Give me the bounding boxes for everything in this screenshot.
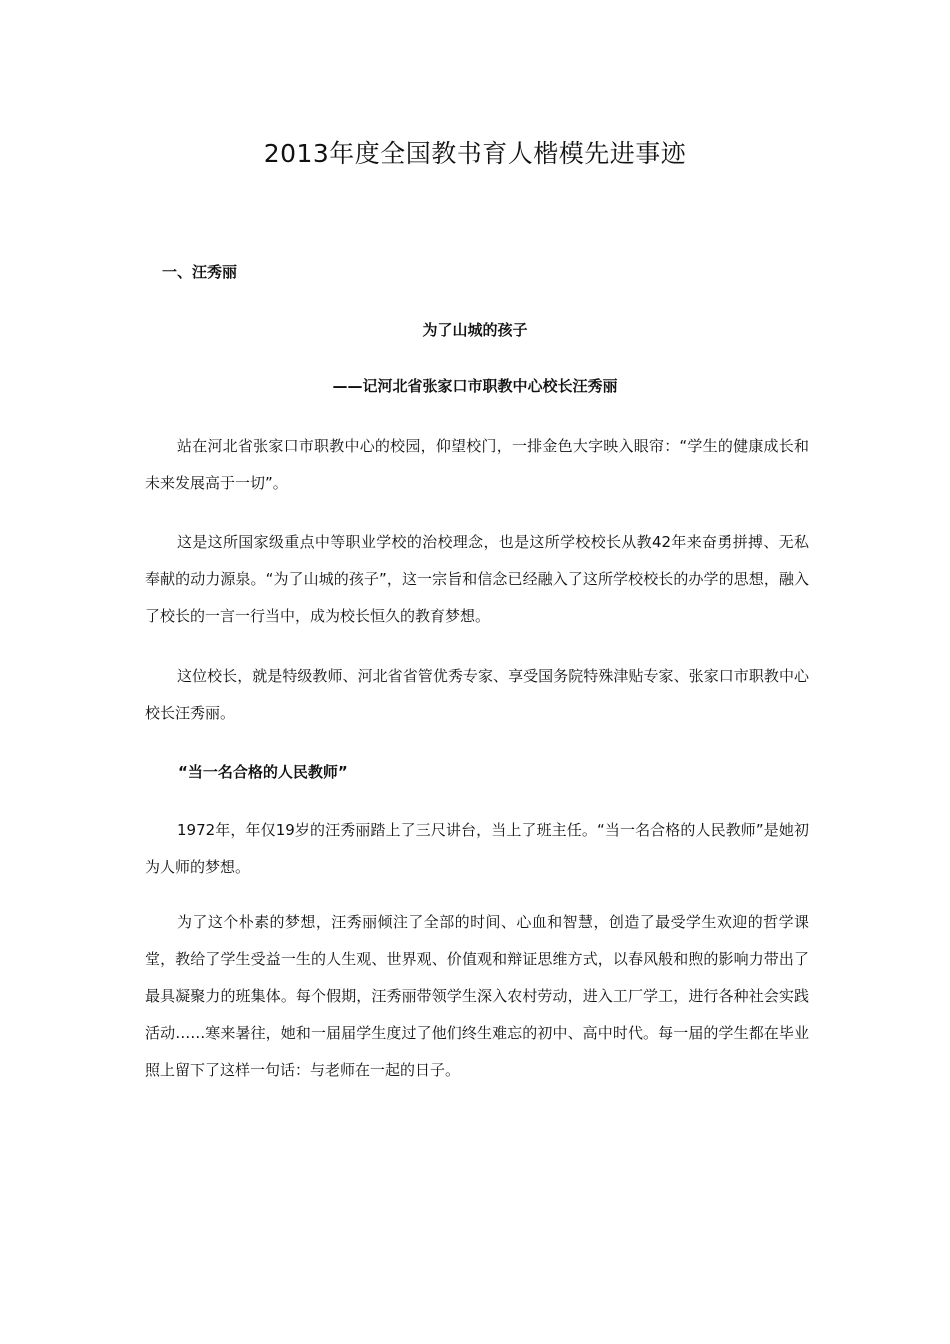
section-heading: 一、汪秀丽: [162, 263, 238, 281]
paragraph: 为了这个朴素的梦想，汪秀丽倾注了全部的时间、心血和智慧，创造了最受学生欢迎的哲学课堂，教给了学生受益一生的人生观、世界观、价值观和辩证思维方式，以春风般和煦的影响力带出了最具凝聚力的班集体。每个假期，汪秀丽带领学生深入农村劳动，进入工厂学工，进行各种社会实践活动……寒来暑往，她和一届届学生度过了他们终生难忘的初中、高中时代。每一届的学生都在毕业照上留下了这样一句话：与老师在一起的日子。: [145, 913, 809, 1079]
paragraph: 这是这所国家级重点中等职业学校的治校理念，也是这所学校校长从教42年来奋勇拼搏、无私奉献的动力源泉。“为了山城的孩子”，这一宗旨和信念已经融入了这所学校校长的办学的思想，融入了校长的一言一行当中，成为校长恒久的教育梦想。: [145, 533, 809, 625]
article-subtitle: ——记河北省张家口市职教中心校长汪秀丽: [332, 377, 618, 395]
paragraph: 这位校长，就是特级教师、河北省省管优秀专家、享受国务院特殊津贴专家、张家口市职教中心校长汪秀丽。: [145, 667, 809, 722]
subsection-heading: “当一名合格的人民教师”: [178, 763, 348, 781]
document-title: 2013年度全国教书育人楷模先进事迹: [263, 139, 687, 168]
paragraph: 站在河北省张家口市职教中心的校园，仰望校门，一排金色大字映入眼帘：“学生的健康成长和未来发展高于一切”。: [145, 437, 809, 492]
paragraph: 1972年，年仅19岁的汪秀丽踏上了三尺讲台，当上了班主任。“当一名合格的人民教师”是她初为人师的梦想。: [145, 821, 809, 876]
article-title: 为了山城的孩子: [422, 321, 528, 339]
